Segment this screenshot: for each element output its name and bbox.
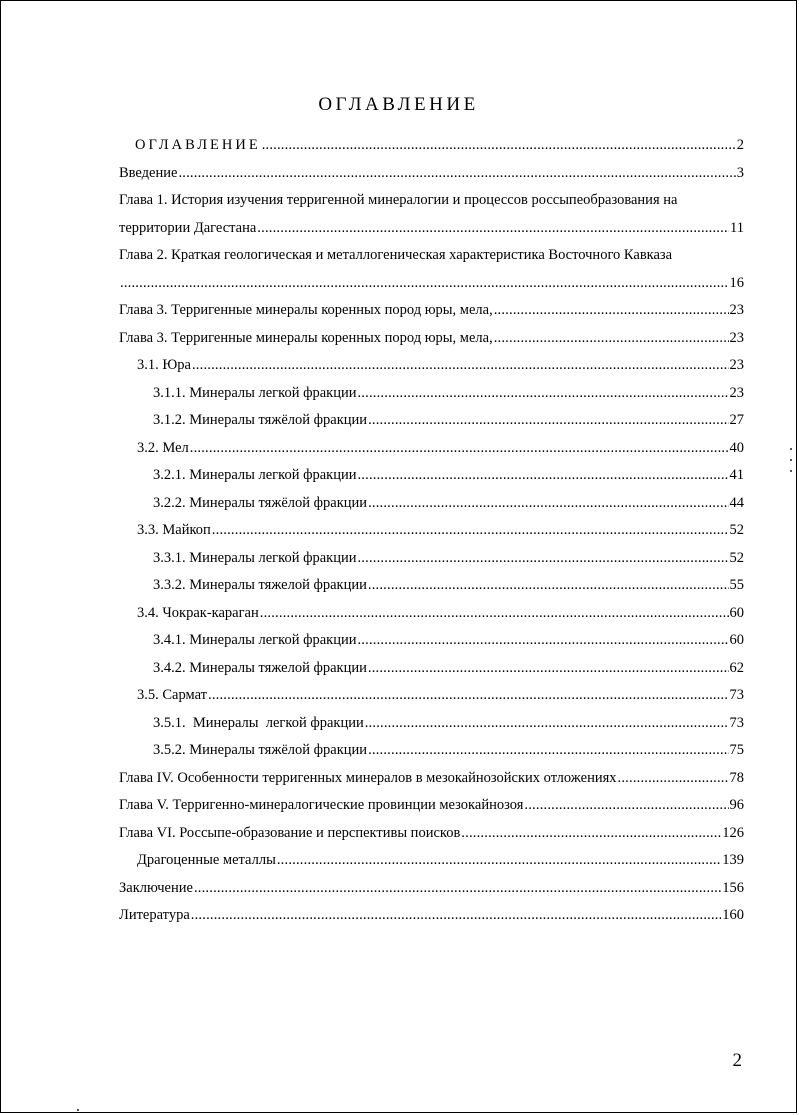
- dot-leader: [365, 710, 729, 738]
- toc-entry-page: 73: [729, 714, 744, 731]
- page-number: 2: [732, 1050, 742, 1071]
- toc-entry-page: 55: [729, 577, 744, 593]
- toc-entry-page: 23: [729, 329, 744, 346]
- dot-leader: [368, 407, 728, 435]
- toc-entry[interactable]: [119, 847, 744, 875]
- scan-speck: [77, 1109, 79, 1111]
- toc-entry[interactable]: [119, 655, 744, 683]
- toc-entry[interactable]: [119, 710, 744, 738]
- toc-entry-label: 3.3.1. Минералы легкой фракции: [153, 549, 357, 566]
- dot-leader: [194, 875, 721, 903]
- toc-entry[interactable]: [119, 462, 744, 490]
- toc-entry-label: 3.1.1. Минералы легкой фракции: [153, 384, 357, 401]
- dot-leader: [524, 792, 728, 820]
- toc-entry[interactable]: [119, 270, 744, 298]
- toc-entry-label: 3.3. Майкоп: [137, 522, 211, 538]
- toc-entry[interactable]: [119, 407, 744, 435]
- toc-entry-page: 160: [722, 907, 744, 923]
- toc-entry-page: 52: [729, 549, 744, 566]
- dot-leader: [191, 902, 721, 930]
- dot-leader: [368, 655, 729, 683]
- dot-leader: [120, 270, 729, 298]
- toc-entry[interactable]: [119, 517, 744, 545]
- toc-entry[interactable]: [119, 352, 744, 380]
- dot-leader: [212, 517, 729, 545]
- toc-entry[interactable]: [119, 765, 744, 793]
- toc-entry-label: 3.2.2. Минералы тяжёлой фракции: [153, 494, 368, 511]
- toc-entry-page: 60: [729, 632, 744, 648]
- scan-speck: [790, 470, 792, 472]
- dot-leader: [192, 352, 729, 380]
- toc-entry-page: 78: [729, 769, 744, 786]
- toc-entry[interactable]: [119, 490, 744, 518]
- toc-entry-page: 16: [729, 274, 744, 291]
- toc-entry[interactable]: [119, 737, 744, 765]
- toc-entry[interactable]: [119, 627, 744, 655]
- dot-leader: [277, 847, 721, 875]
- toc-entry-page: 41: [729, 467, 744, 483]
- toc-entry-page: 23: [729, 357, 744, 373]
- toc-entry-label: Глава V. Терригенно-минералогические провинции мезокайнозоя: [119, 797, 524, 813]
- dot-leader: [461, 820, 721, 848]
- dot-leader: [494, 297, 729, 325]
- toc-entry[interactable]: [119, 380, 744, 408]
- toc-entry[interactable]: [119, 545, 744, 573]
- toc-entry-label: территории Дагестана: [119, 219, 257, 236]
- toc-entry-label: ОГЛАВЛЕНИЕ: [135, 137, 261, 153]
- toc-entry-page: 27: [729, 412, 744, 428]
- toc-entry-label: 3.1. Юра: [137, 357, 191, 373]
- toc-entry[interactable]: [119, 435, 744, 463]
- toc-entry[interactable]: [119, 682, 744, 710]
- page-title: ОГЛАВЛЕНИЕ: [318, 94, 479, 115]
- dot-leader: [357, 462, 728, 490]
- dot-leader: [357, 545, 728, 573]
- toc-entry-page: 139: [722, 852, 744, 868]
- toc-entry-page: 73: [729, 687, 744, 703]
- toc-entry-label: Драгоценные металлы: [137, 852, 276, 868]
- toc-entry-label: Глава VI. Россыпе-образование и перспективы поисков: [119, 824, 461, 841]
- toc-entry-label: Введение: [119, 164, 178, 181]
- toc-entry-label: Заключение: [119, 879, 193, 896]
- dot-leader: [178, 160, 735, 188]
- toc-entry-label: 3.5. Сармат: [137, 687, 207, 703]
- toc-entry[interactable]: [119, 600, 744, 628]
- toc-entry-label: 3.5.2. Минералы тяжёлой фракции: [153, 742, 368, 758]
- toc-entry-page: 52: [729, 522, 744, 538]
- dot-leader: [257, 215, 729, 243]
- toc-entry-label: 3.5.1. Минералы легкой фракции: [153, 714, 364, 731]
- toc-entry-page: 60: [729, 604, 744, 621]
- toc-entry-page: 11: [730, 219, 744, 236]
- toc-entry[interactable]: [119, 215, 744, 243]
- dot-leader: [190, 435, 729, 463]
- dot-leader: [368, 737, 728, 765]
- toc-entry-page: 75: [729, 742, 744, 758]
- toc-entry-page: 96: [729, 797, 744, 813]
- toc-entry[interactable]: [119, 160, 744, 188]
- toc-entry-page: 126: [722, 824, 744, 841]
- toc-entry-label: Литература: [119, 907, 190, 923]
- toc-entry-label: 3.2. Мел: [137, 439, 189, 456]
- toc-entry-page: 23: [729, 384, 744, 401]
- toc-entry-label: Глава IV. Особенности терригенных минералов в мезокайнозойских отложениях: [119, 769, 617, 786]
- toc-entry-page: 44: [729, 494, 744, 511]
- toc-entry-label-line1[interactable]: Глава 2. Краткая геологическая и металлогеническая характеристика Восточного Кавказа: [119, 247, 673, 263]
- dot-leader: [357, 627, 728, 655]
- toc-entry-label: 3.4. Чокрак-караган: [137, 604, 259, 621]
- toc-entry-label: 3.4.1. Минералы легкой фракции: [153, 632, 357, 648]
- toc-entry-label: Глава 3. Терригенные минералы коренных пород юры, мела,: [119, 329, 493, 346]
- dot-leader: [618, 765, 729, 793]
- scan-speck: [790, 448, 792, 450]
- toc-entry-page: 62: [729, 659, 744, 676]
- toc-entry-label: 3.2.1. Минералы легкой фракции: [153, 467, 357, 483]
- toc-entry-page: 40: [729, 439, 744, 456]
- toc-entry-label: 3.3.2. Минералы тяжелой фракции: [153, 577, 367, 593]
- scan-speck: [790, 459, 792, 461]
- dot-leader: [357, 380, 728, 408]
- toc-entry[interactable]: [119, 875, 744, 903]
- toc-entry[interactable]: [119, 572, 744, 600]
- toc-entry-label-line1[interactable]: Глава 1. История изучения терригенной минералогии и процессов россыпеобразования на: [119, 192, 678, 208]
- toc-entry-page: 156: [722, 879, 744, 896]
- dot-leader: [208, 682, 729, 710]
- toc-entry[interactable]: [119, 297, 744, 325]
- dot-leader: [262, 132, 736, 160]
- dot-leader: [494, 325, 729, 353]
- dot-leader: [260, 600, 729, 628]
- toc-entry-label: Глава 3. Терригенные минералы коренных пород юры, мела,: [119, 302, 493, 318]
- toc-entry[interactable]: [119, 820, 744, 848]
- toc-entry-page: 23: [729, 302, 744, 318]
- toc-entry-label: 3.1.2. Минералы тяжёлой фракции: [153, 412, 368, 428]
- toc-entry-page: 2: [736, 137, 744, 153]
- toc-entry[interactable]: [119, 132, 744, 160]
- dot-leader: [368, 490, 728, 518]
- toc-entry[interactable]: [119, 325, 744, 353]
- toc-entry[interactable]: [119, 902, 744, 930]
- toc-entry[interactable]: [119, 792, 744, 820]
- table-of-contents: [119, 132, 744, 930]
- toc-entry-page: 3: [736, 164, 744, 181]
- dot-leader: [368, 572, 729, 600]
- toc-entry-label: 3.4.2. Минералы тяжелой фракции: [153, 659, 367, 676]
